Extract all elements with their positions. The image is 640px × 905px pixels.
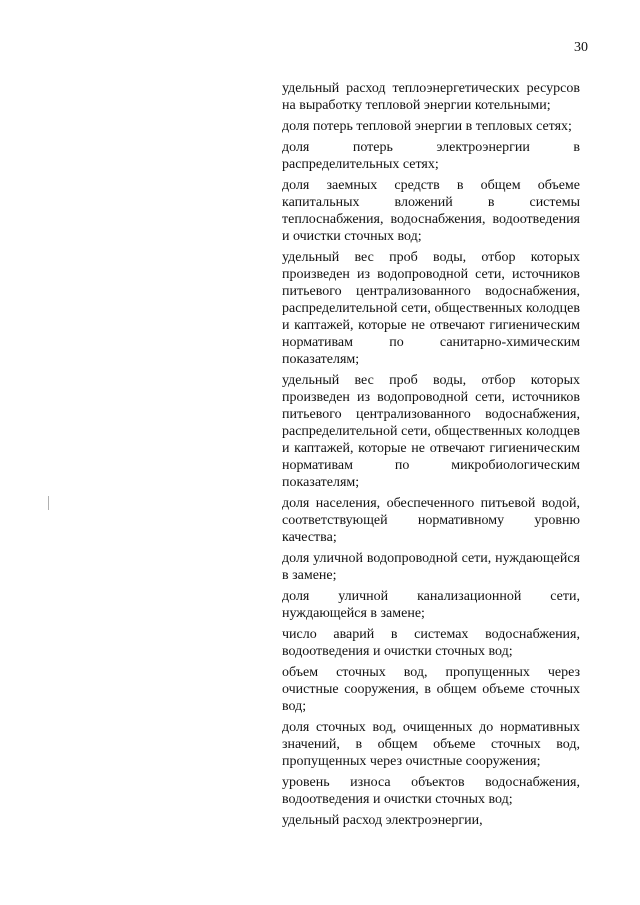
- list-item: доля уличной водопроводной сети, нуждающейся в замене;: [282, 551, 580, 583]
- list-item: удельный вес проб воды, отбор которых произведен из водопроводной сети, источников питьевого централизованного водоснабжения, распределительной сети, общественных колодцев и каптажей, которые не отвечают гигиеническим нормативам по микробиологическим показателям;: [282, 373, 580, 490]
- list-item: уровень износа объектов водоснабжения, водоотведения и очистки сточных вод;: [282, 775, 580, 807]
- list-item: доля населения, обеспеченного питьевой водой, соответствующей нормативному уровню качества;: [282, 496, 580, 545]
- list-item: удельный вес проб воды, отбор которых произведен из водопроводной сети, источников питьевого централизованного водоснабжения, распределительной сети, общественных колодцев и каптажей, которые не отвечают гигиеническим нормативам по санитарно-химическим показателям;: [282, 250, 580, 367]
- margin-mark: [48, 496, 49, 510]
- page-number: 30: [574, 40, 588, 55]
- indicator-list: [282, 80, 580, 833]
- list-item: удельный расход теплоэнергетических ресурсов на выработку тепловой энергии котельными;: [282, 81, 580, 113]
- list-item: доля потерь электроэнергии в распределительных сетях;: [282, 140, 580, 172]
- list-item: объем сточных вод, пропущенных через очистные сооружения, в общем объеме сточных вод;: [282, 665, 580, 714]
- list-item: удельный расход электроэнергии,: [282, 813, 483, 828]
- list-item: доля сточных вод, очищенных до нормативных значений, в общем объеме сточных вод, пропущенных через очистные сооружения;: [282, 720, 580, 769]
- list-item: доля потерь тепловой энергии в тепловых сетях;: [282, 119, 572, 134]
- list-item: доля уличной канализационной сети, нуждающейся в замене;: [282, 589, 580, 621]
- list-item: число аварий в системах водоснабжения, водоотведения и очистки сточных вод;: [282, 627, 580, 659]
- list-item: доля заемных средств в общем объеме капитальных вложений в системы теплоснабжения, водоснабжения, водоотведения и очистки сточных вод;: [282, 178, 580, 244]
